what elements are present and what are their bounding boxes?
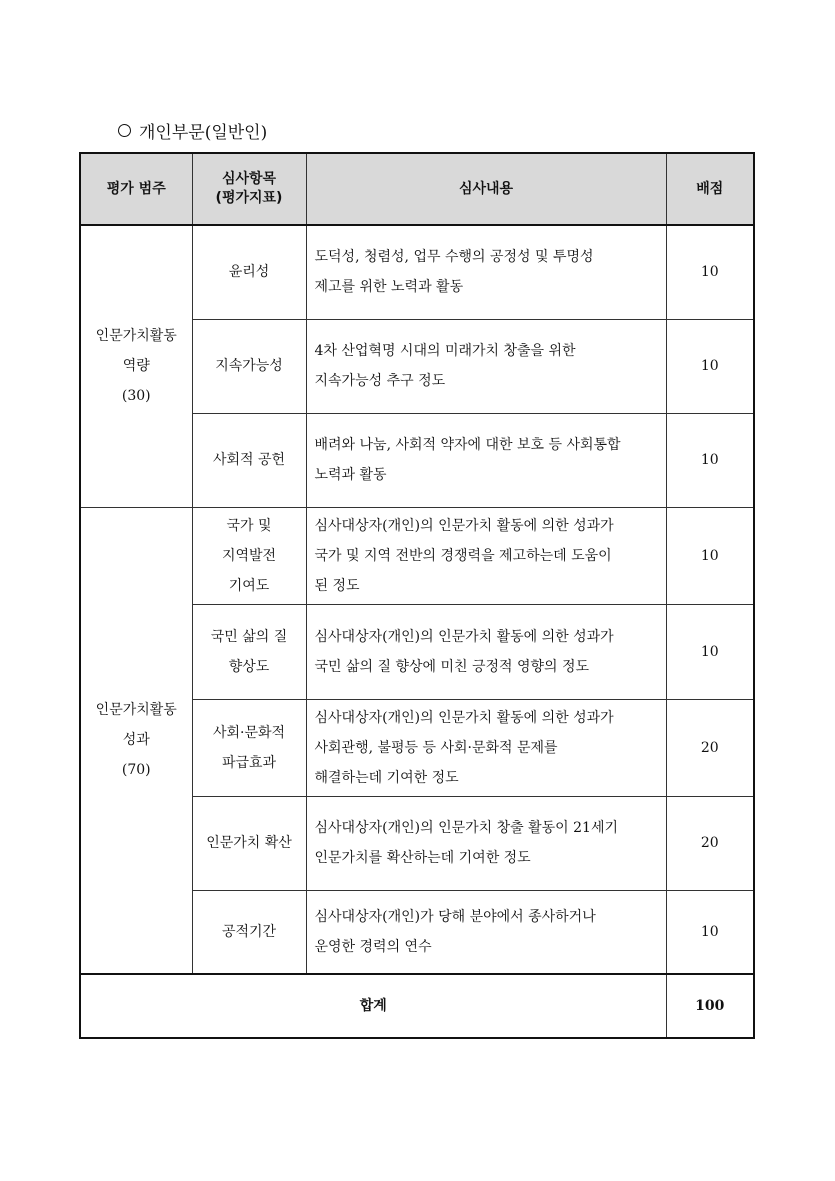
- item-cell: [192, 796, 306, 890]
- score-cell: 20: [666, 796, 754, 890]
- item-cell: [192, 319, 306, 413]
- header-item-line: 심사항목: [221, 171, 277, 187]
- category-line: 역량: [122, 358, 150, 375]
- item-line: 사회적 공헌: [212, 452, 286, 468]
- category-line: 인문가치활동: [95, 702, 177, 719]
- item-line: 윤리성: [228, 264, 270, 281]
- content-line: 사회관행, 불평등 등 사회·문화적 문제를: [314, 739, 558, 756]
- content-line: 국가 및 지역 전반의 경쟁력을 제고하는데 도움이: [314, 547, 612, 564]
- content-line: 심사대상자(개인)의 인문가치 활동에 의한 성과가: [314, 517, 614, 534]
- content-line: 국민 삶의 질 향상에 미친 긍정적 영향의 정도: [314, 658, 590, 675]
- content-line: 운영한 경력의 연수: [314, 938, 432, 955]
- evaluation-table: [79, 152, 755, 1039]
- content-line: 도덕성, 청렴성, 업무 수행의 공정성 및 투명성: [314, 249, 594, 266]
- score-cell: 10: [666, 507, 754, 604]
- section-heading-text: 개인부문(일반인): [139, 123, 268, 143]
- item-line: 사회·문화적: [212, 724, 286, 741]
- content-cell: [306, 890, 666, 974]
- item-line: 인문가치 확산: [206, 835, 292, 851]
- header-score: 배점: [666, 153, 754, 225]
- content-line: 인문가치를 확산하는데 기여한 정도: [314, 850, 531, 866]
- item-line: 향상도: [228, 658, 270, 675]
- content-line: 제고를 위한 노력과 활동: [314, 279, 464, 296]
- content-line: 심사대상자(개인)의 인문가치 창출 활동이 21세기: [314, 820, 618, 836]
- section-heading: [118, 118, 267, 143]
- table-row: [80, 507, 754, 604]
- content-line: 지속가능성 추구 정도: [314, 373, 446, 389]
- content-cell: [306, 225, 666, 319]
- header-item: [192, 153, 306, 225]
- item-cell: [192, 225, 306, 319]
- table-row: [80, 225, 754, 319]
- header-item-line: (평가지표): [215, 190, 283, 206]
- total-score: 100: [666, 974, 754, 1038]
- score-cell: 10: [666, 890, 754, 974]
- score-cell: 10: [666, 319, 754, 413]
- category-line: (30): [121, 388, 151, 405]
- content-line: 심사대상자(개인)의 인문가치 활동에 의한 성과가: [314, 709, 614, 726]
- content-cell: [306, 796, 666, 890]
- total-row: [80, 974, 754, 1038]
- content-cell: [306, 319, 666, 413]
- category-line: (70): [121, 762, 151, 779]
- item-line: 지속가능성: [215, 358, 283, 374]
- circle-bullet-icon: [118, 124, 131, 137]
- content-line: 해결하는데 기여한 정도: [314, 769, 459, 786]
- item-cell: [192, 890, 306, 974]
- content-line: 된 정도: [314, 577, 360, 594]
- item-line: 국가 및: [226, 517, 272, 534]
- score-cell: 10: [666, 413, 754, 507]
- content-cell: [306, 699, 666, 796]
- item-line: 지역발전: [221, 547, 277, 564]
- content-cell: [306, 413, 666, 507]
- content-line: 심사대상자(개인)가 당해 분야에서 종사하거나: [314, 908, 596, 925]
- item-line: 국민 삶의 질: [210, 628, 288, 645]
- header-category: 평가 범주: [80, 153, 192, 225]
- header-content: 심사내용: [306, 153, 666, 225]
- header-row: [80, 153, 754, 225]
- total-label: 합계: [80, 974, 666, 1038]
- content-line: 심사대상자(개인)의 인문가치 활동에 의한 성과가: [314, 628, 614, 645]
- category-cell: [80, 225, 192, 507]
- item-cell: [192, 507, 306, 604]
- item-cell: [192, 699, 306, 796]
- item-line: 기여도: [228, 577, 270, 594]
- item-line: 파급효과: [221, 754, 277, 771]
- content-line: 4차 산업혁명 시대의 미래가치 창출을 위한: [314, 343, 576, 359]
- score-cell: 20: [666, 699, 754, 796]
- category-cell: [80, 507, 192, 974]
- category-line: 성과: [122, 732, 150, 749]
- content-cell: [306, 507, 666, 604]
- item-line: 공적기간: [221, 923, 277, 940]
- score-cell: 10: [666, 225, 754, 319]
- category-line: 인문가치활동: [95, 328, 177, 345]
- content-cell: [306, 604, 666, 699]
- item-cell: [192, 604, 306, 699]
- content-line: 노력과 활동: [314, 467, 387, 483]
- score-cell: 10: [666, 604, 754, 699]
- content-line: 배려와 나눔, 사회적 약자에 대한 보호 등 사회통합: [314, 437, 621, 453]
- item-cell: [192, 413, 306, 507]
